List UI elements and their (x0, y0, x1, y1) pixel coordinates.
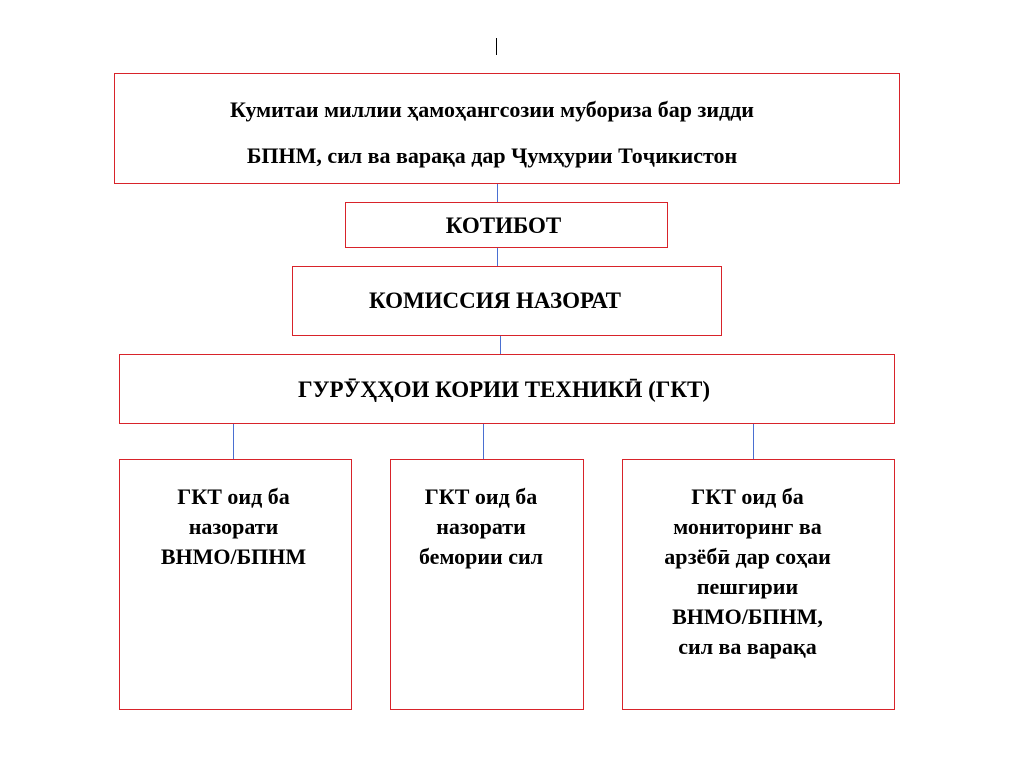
connector-groups-child-3 (753, 423, 754, 460)
child-monitoring-line-3: арзёбӣ дар соҳаи (664, 544, 831, 569)
commission-label: КОМИССИЯ НАЗОРАТ (368, 288, 622, 313)
working-groups-box (119, 354, 895, 424)
connector-groups-child-2 (483, 423, 484, 460)
child-monitoring-line-1: ГКТ оид ба (691, 484, 804, 509)
working-groups-label: ГУРӮҲҲОИ КОРИИ ТЕХНИКӢ (ГКТ) (297, 377, 711, 402)
child-box-hiv (119, 459, 352, 710)
child-monitoring-line-6: сил ва варақа (678, 634, 817, 659)
secretariat-box (345, 202, 668, 248)
national-committee-line-2: БПНМ, сил ва варақа дар Ҷумҳурии Тоҷикистон (246, 143, 738, 168)
commission-box (292, 266, 722, 336)
child-monitoring-line-4: пешгирии (696, 574, 799, 599)
child-hiv-line-1: ГКТ оид ба (177, 484, 290, 509)
connector-top-secretariat (497, 183, 498, 203)
child-monitoring-line-5: ВНМО/БПНМ, (672, 604, 823, 629)
child-tb-line-1: ГКТ оид ба (424, 484, 538, 509)
national-committee-line-1: Кумитаи миллии ҳамоҳангсозии мубориза бар зидди (230, 97, 754, 122)
child-hiv-line-2: назорати (188, 514, 279, 539)
child-tb-line-3: бемории сил (418, 544, 544, 569)
secretariat-label: КОТИБОТ (445, 213, 562, 238)
connector-commission-groups (500, 335, 501, 355)
child-box-monitoring (622, 459, 895, 710)
national-committee-box (114, 73, 900, 184)
connector-groups-child-1 (233, 423, 234, 460)
child-tb-line-2: назорати (436, 514, 526, 539)
child-monitoring-line-2: мониторинг ва (673, 514, 822, 539)
child-hiv-line-3: ВНМО/БПНМ (160, 544, 307, 569)
text-cursor (496, 38, 497, 55)
child-box-tb (390, 459, 584, 710)
connector-secretariat-commission (497, 247, 498, 267)
